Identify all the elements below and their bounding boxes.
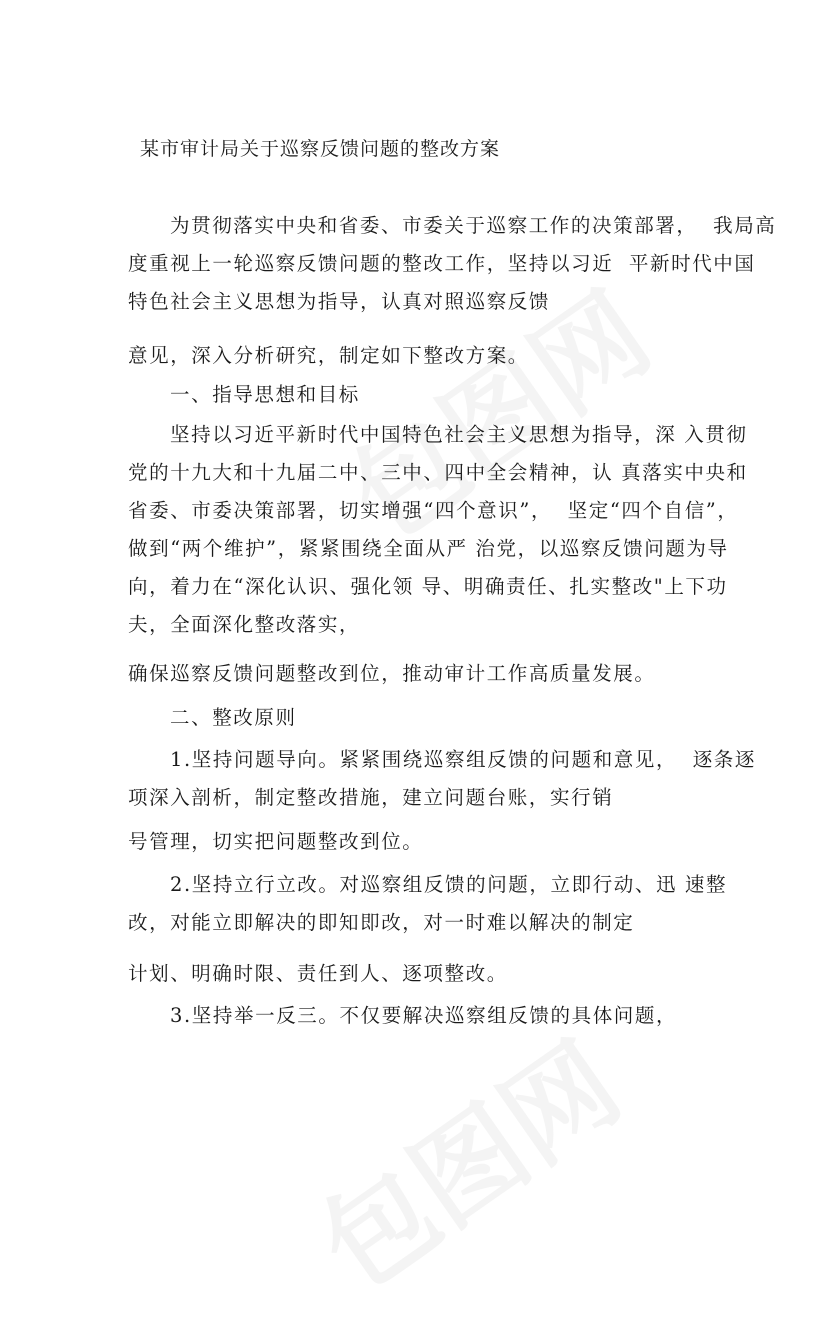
paragraph-line: 省委、市委决策部署，切实增强“四个意识”， 坚定“四个自信”，	[128, 499, 739, 522]
paragraph-line: 做到“两个维护”，紧紧围绕全面从严 治党，以巡察反馈问题为导	[128, 537, 729, 560]
paragraph-line: 度重视上一轮巡察反馈问题的整改工作，坚持以习近 平新时代中国	[128, 252, 756, 275]
paragraph-line: 党的十九大和十九届二中、三中、四中全会精神，认 真落实中央和	[128, 461, 748, 484]
section-heading: 一、指导思想和目标	[170, 383, 360, 406]
paragraph-line: 3.坚持举一反三。不仅要解决巡察组反馈的具体问题，	[170, 1004, 678, 1027]
paragraph-line: 坚持以习近平新时代中国特色社会主义思想为指导，深 入贯彻	[170, 423, 748, 446]
watermark	[285, 1000, 646, 1318]
paragraph-line: 确保巡察反馈问题整改到位，推动审计工作高质量发展。	[128, 662, 656, 685]
section-heading: 二、整改原则	[170, 706, 297, 729]
paragraph-line: 向，着力在“深化认识、强化领 导、明确责任、扎实整改"上下功	[128, 575, 728, 598]
paragraph-line: 2.坚持立行立改。对巡察组反馈的问题，立即行动、迅 速整	[170, 873, 728, 896]
paragraph-line: 为贯彻落实中央和省委、市委关于巡察工作的决策部署， 我局高	[170, 214, 777, 237]
paragraph-line: 意见，深入分析研究，制定如下整改方案。	[128, 344, 529, 367]
paragraph-line: 改，对能立即解决的即知即改，对一时难以解决的制定	[128, 911, 635, 934]
document-title: 某市审计局关于巡察反馈问题的整改方案	[140, 138, 501, 160]
paragraph-line: 号管理，切实把问题整改到位。	[128, 830, 424, 853]
paragraph-line: 夫，全面深化整改落实，	[128, 613, 361, 636]
paragraph-line: 项深入剖析，制定整改措施，建立问题台账，实行销	[128, 786, 614, 809]
paragraph-line: 特色社会主义思想为指导，认真对照巡察反馈	[128, 290, 551, 313]
paragraph-line: 1.坚持问题导向。紧紧围绕巡察组反馈的问题和意见， 逐条逐	[170, 748, 757, 771]
paragraph-line: 计划、明确时限、责任到人、逐项整改。	[128, 962, 508, 985]
